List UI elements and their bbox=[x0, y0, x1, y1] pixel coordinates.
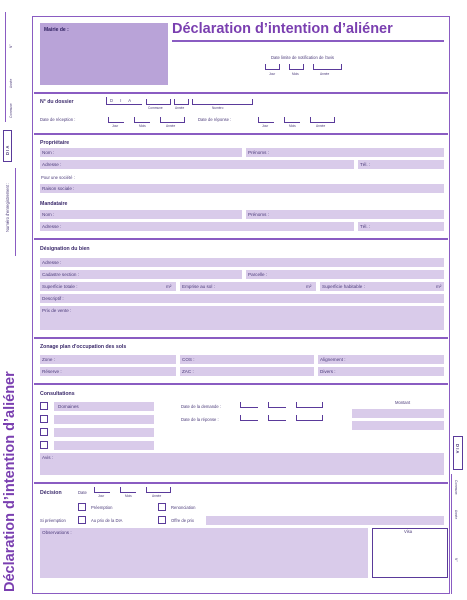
proprietaire-prenoms-label: Prénoms : bbox=[248, 150, 269, 155]
demande-jour-box[interactable] bbox=[240, 402, 258, 408]
parcelle-label: Parcelle : bbox=[248, 272, 268, 277]
descriptif-label: Descriptif : bbox=[42, 296, 64, 301]
observations-label: Observations : bbox=[42, 530, 72, 535]
pour-societe-label: Pour une société : bbox=[41, 175, 75, 180]
reception-mois-label: Mois bbox=[139, 124, 146, 128]
prix-vente-label: Prix de vente : bbox=[42, 308, 72, 313]
reception-annee-tick bbox=[184, 117, 185, 123]
divers-label: Divers : bbox=[320, 369, 336, 374]
reponse-annee-label: Année bbox=[316, 124, 326, 128]
date-limite-mois-label: Mois bbox=[292, 72, 299, 76]
date-limite-annee-label: Année bbox=[320, 72, 330, 76]
dossier-label: N° du dossier bbox=[40, 99, 74, 105]
demande-annee-box[interactable] bbox=[296, 402, 322, 408]
right-strip-line bbox=[451, 474, 452, 594]
consultation-checkbox-1[interactable] bbox=[40, 402, 48, 410]
montant-field-1[interactable] bbox=[352, 409, 444, 418]
left-strip-line bbox=[15, 168, 16, 256]
renonciation-checkbox[interactable] bbox=[158, 503, 166, 511]
date-limite-mois-tick bbox=[303, 64, 304, 70]
consultation-field-3[interactable] bbox=[54, 428, 154, 437]
proprietaire-adresse-field[interactable] bbox=[40, 160, 354, 169]
prix-vente-field[interactable] bbox=[40, 306, 444, 330]
emprise-unit: m² bbox=[306, 284, 312, 289]
date-limite-jour-box[interactable] bbox=[265, 64, 279, 70]
registration-number-label: Numéro d'enregistrement : bbox=[5, 182, 10, 232]
left-strip-top-bar bbox=[5, 12, 6, 122]
offre-prix-field[interactable] bbox=[206, 516, 444, 525]
decision-title: Décision bbox=[40, 490, 62, 496]
reception-mois-box[interactable] bbox=[134, 117, 150, 123]
decision-annee-label: Année bbox=[152, 494, 162, 498]
raison-sociale-label: Raison sociale : bbox=[42, 186, 75, 191]
vertical-title: Déclaration d’intention d’aliéner bbox=[2, 371, 18, 592]
mandataire-tel-label: Tél. : bbox=[360, 224, 371, 229]
date-limite-annee-tick bbox=[341, 64, 342, 70]
mandataire-nom-field[interactable] bbox=[40, 210, 242, 219]
title-underline bbox=[172, 40, 444, 42]
observations-field[interactable] bbox=[40, 528, 368, 578]
decision-annee-tick bbox=[170, 487, 171, 493]
zac-label: ZAC : bbox=[182, 369, 194, 374]
au-prix-checkbox[interactable] bbox=[78, 516, 86, 524]
superficie-totale-label: Superficie totale : bbox=[42, 284, 78, 289]
bien-title: Désignation du bien bbox=[40, 246, 90, 252]
divers-field[interactable] bbox=[318, 367, 444, 376]
left-strip-n: N° bbox=[9, 44, 13, 48]
divider-consultations bbox=[34, 482, 448, 484]
reception-jour-label: Jour bbox=[112, 124, 119, 128]
right-strip bbox=[450, 430, 467, 600]
avis-field[interactable] bbox=[40, 453, 444, 475]
descriptif-field[interactable] bbox=[40, 294, 444, 303]
dossier-commune-label: Commune bbox=[148, 106, 163, 110]
reponse-mois-label: Mois bbox=[289, 124, 296, 128]
date-limite-annee-box[interactable] bbox=[313, 64, 341, 70]
dossier-commune-tick bbox=[170, 99, 171, 105]
decision-jour-box[interactable] bbox=[94, 487, 110, 493]
dossier-annee-label: Année bbox=[175, 106, 185, 110]
montant-field-2[interactable] bbox=[352, 421, 444, 430]
consultation-checkbox-3[interactable] bbox=[40, 428, 48, 436]
right-strip-dia: D I A bbox=[455, 444, 460, 454]
avis-label: Avis : bbox=[42, 455, 54, 460]
reponse-consult-annee-box[interactable] bbox=[296, 415, 322, 421]
dossier-annee-tick bbox=[188, 99, 189, 105]
decision-mois-box[interactable] bbox=[120, 487, 136, 493]
mairie-label: Mairie de : bbox=[44, 27, 69, 33]
proprietaire-title: Propriétaire bbox=[40, 140, 70, 146]
reponse-jour-label: Jour bbox=[262, 124, 269, 128]
reponse-annee-tick bbox=[334, 117, 335, 123]
superficie-habitable-label: Superficie habitable : bbox=[322, 284, 365, 289]
proprietaire-tel-field[interactable] bbox=[358, 160, 444, 169]
montant-label: Montant bbox=[395, 400, 411, 405]
domaines-label: Domaines bbox=[58, 404, 79, 409]
date-limite-jour-tick bbox=[279, 64, 280, 70]
dossier-numero-box[interactable] bbox=[192, 99, 252, 105]
left-strip-annee: Année bbox=[9, 78, 13, 88]
proprietaire-adresse-label: Adresse : bbox=[42, 162, 62, 167]
decision-annee-box[interactable] bbox=[146, 487, 170, 493]
consultations-title: Consultations bbox=[40, 391, 75, 397]
proprietaire-prenoms-field[interactable] bbox=[246, 148, 444, 157]
cos-label: COS : bbox=[182, 357, 195, 362]
visa-label: Visa bbox=[404, 529, 413, 534]
dossier-dia: D I A bbox=[110, 98, 135, 103]
decision-jour-label: Jour bbox=[98, 494, 105, 498]
mandataire-prenoms-field[interactable] bbox=[246, 210, 444, 219]
decision-date-label: Date bbox=[78, 490, 87, 495]
date-limite-jour-label: Jour bbox=[269, 72, 276, 76]
reponse-consult-mois-box[interactable] bbox=[268, 415, 286, 421]
left-strip-commune: Commune bbox=[9, 103, 13, 118]
dossier-annee-box[interactable] bbox=[174, 99, 188, 105]
zonage-title: Zonage plan d'occupation des sols bbox=[40, 344, 127, 350]
preemption-label: Préemption bbox=[91, 505, 113, 510]
reception-jour-box[interactable] bbox=[108, 117, 124, 123]
cadastre-label: Cadastre section : bbox=[42, 272, 80, 277]
date-demande-label: Date de la demande : bbox=[181, 404, 222, 409]
decision-mois-label: Mois bbox=[125, 494, 132, 498]
reserve-label: Réserve : bbox=[42, 369, 62, 374]
zac-field[interactable] bbox=[180, 367, 314, 376]
superficie-habitable-unit: m² bbox=[436, 284, 442, 289]
date-reception-label: Date de réception : bbox=[40, 117, 76, 122]
renonciation-label: Renonciation bbox=[171, 505, 196, 510]
proprietaire-tel-label: Tél. : bbox=[360, 162, 371, 167]
proprietaire-nom-field[interactable] bbox=[40, 148, 242, 157]
dossier-numero-tick bbox=[252, 99, 253, 105]
reception-annee-box[interactable] bbox=[160, 117, 184, 123]
mandataire-prenoms-label: Prénoms : bbox=[248, 212, 269, 217]
reponse-consult-annee-tick bbox=[322, 415, 323, 421]
bien-adresse-label: Adresse : bbox=[42, 260, 62, 265]
consultation-field-4[interactable] bbox=[54, 441, 154, 450]
mandataire-tel-field[interactable] bbox=[358, 222, 444, 231]
zone-label: Zone : bbox=[42, 357, 56, 362]
dossier-commune-box[interactable] bbox=[146, 99, 170, 105]
si-preemption-label: Si préemption bbox=[40, 518, 66, 523]
divider-bien bbox=[34, 337, 448, 339]
offre-prix-checkbox[interactable] bbox=[158, 516, 166, 524]
mandataire-adresse-label: Adresse : bbox=[42, 224, 62, 229]
divider-zonage bbox=[34, 383, 448, 385]
reponse-mois-box[interactable] bbox=[284, 117, 300, 123]
date-reponse-label: Date de réponse : bbox=[198, 117, 232, 122]
parcelle-field[interactable] bbox=[246, 270, 444, 279]
divider-header bbox=[34, 92, 448, 94]
reponse-annee-box[interactable] bbox=[310, 117, 334, 123]
reception-annee-label: Année bbox=[166, 124, 176, 128]
bien-adresse-field[interactable] bbox=[40, 258, 444, 267]
right-strip-commune: Commune bbox=[454, 480, 458, 495]
visa-box[interactable] bbox=[372, 528, 448, 578]
left-strip-dia: D I A bbox=[5, 145, 10, 155]
preemption-checkbox[interactable] bbox=[78, 503, 86, 511]
mandataire-nom-label: Nom : bbox=[42, 212, 55, 217]
reponse-consult-jour-box[interactable] bbox=[240, 415, 258, 421]
right-strip-n: N° bbox=[454, 558, 458, 562]
emprise-label: Emprise au sol : bbox=[182, 284, 215, 289]
demande-annee-tick bbox=[322, 402, 323, 408]
consultation-checkbox-4[interactable] bbox=[40, 441, 48, 449]
consultation-field-2[interactable] bbox=[54, 415, 154, 424]
proprietaire-nom-label: Nom : bbox=[42, 150, 55, 155]
mandataire-adresse-field[interactable] bbox=[40, 222, 354, 231]
date-reponse-consult-label: Date de la réponse : bbox=[181, 417, 219, 422]
demande-mois-box[interactable] bbox=[268, 402, 286, 408]
au-prix-label: Au prix de la DIA bbox=[91, 518, 123, 523]
form-title: Déclaration d’intention d’aliéner bbox=[172, 21, 393, 37]
right-strip-annee: Année bbox=[454, 510, 458, 520]
superficie-totale-unit: m² bbox=[166, 284, 172, 289]
offre-prix-label: Offre de prix bbox=[171, 518, 194, 523]
divider-dossier bbox=[34, 133, 448, 135]
raison-sociale-field[interactable] bbox=[40, 184, 444, 193]
left-strip bbox=[0, 0, 18, 600]
zone-field[interactable] bbox=[40, 355, 176, 364]
mandataire-title: Mandataire bbox=[40, 201, 68, 207]
divider-mandataire bbox=[34, 238, 448, 240]
date-limite-label: Date limite de notification de l'avis bbox=[271, 55, 334, 60]
dossier-numero-label: Numéro bbox=[212, 106, 224, 110]
date-limite-mois-box[interactable] bbox=[289, 64, 303, 70]
consultation-checkbox-2[interactable] bbox=[40, 415, 48, 423]
alignement-label: Alignement : bbox=[320, 357, 346, 362]
cos-field[interactable] bbox=[180, 355, 314, 364]
reponse-jour-box[interactable] bbox=[258, 117, 274, 123]
